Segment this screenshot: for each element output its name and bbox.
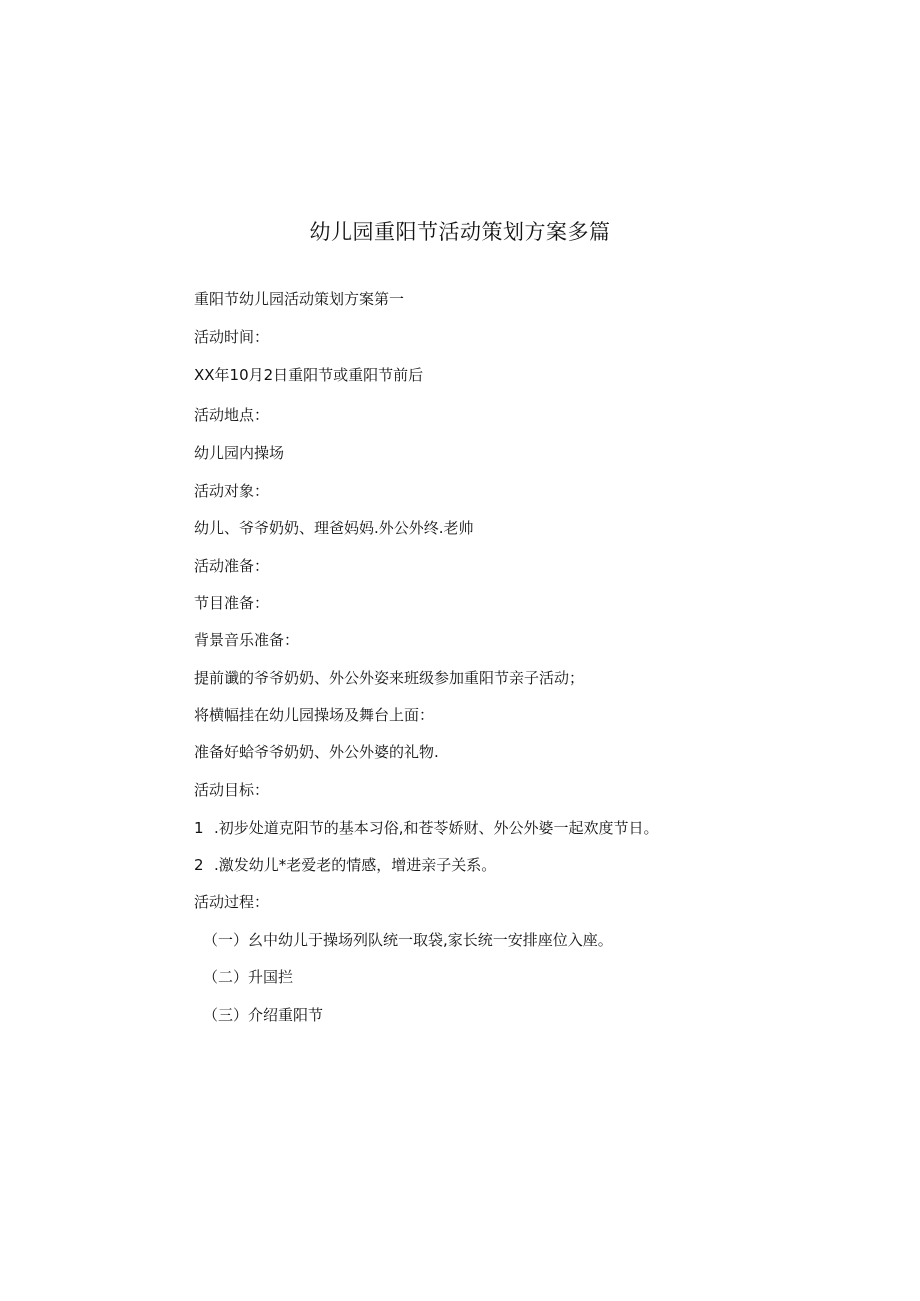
goal-number: 1 xyxy=(194,819,204,837)
preparation-label: 活动准备： xyxy=(194,557,270,575)
goals-label: 活动目标： xyxy=(194,781,270,799)
prep-item-invite: 提前谶的爷爷奶奶、外公外姿来班级参加重阳节亲子活动； xyxy=(194,669,585,687)
audience-value: 幼儿、爷爷奶奶、理爸妈妈.外公外终.老帅 xyxy=(194,519,474,537)
process-label: 活动过程： xyxy=(194,893,270,911)
time-label: 活动时间： xyxy=(194,328,270,346)
prep-item-banner: 将横幅挂在幼儿园操场及舞台上面： xyxy=(194,706,435,724)
location-value: 幼儿园内操场 xyxy=(194,444,285,462)
section-heading: 重阳节幼儿园活动策划方案第一 xyxy=(194,290,405,308)
goal-text: .初步处道克阳节的基本习俗,和苍苓娇财、外公外婆一起欢度节日。 xyxy=(214,819,659,837)
process-step: （一）幺中幼儿于操场列队统一取袋,家长统一安排座位入座。 xyxy=(203,931,613,949)
process-step: （二）升国拦 xyxy=(203,968,294,986)
document-title: 幼儿园重阳节活动策划方案多篇 xyxy=(309,220,611,244)
goal-number: 2 xyxy=(194,856,204,874)
program-prep-label: 节目准备： xyxy=(194,594,270,612)
prep-item-gifts: 准备好蛤爷爷奶奶、外公外婆的礼物. xyxy=(194,743,439,761)
audience-label: 活动对象： xyxy=(194,482,270,500)
music-prep-label: 背景音乐准备： xyxy=(194,631,300,649)
process-step: （三）介绍重阳节 xyxy=(203,1006,324,1024)
location-label: 活动地点： xyxy=(194,406,270,424)
goal-text: .激发幼儿*老爱老的情感，增进亲子关系。 xyxy=(214,856,497,874)
goal-item xyxy=(194,817,659,839)
time-value: XX年10月2日重阳节或重阳节前后 xyxy=(194,366,424,384)
goal-item xyxy=(194,854,496,876)
